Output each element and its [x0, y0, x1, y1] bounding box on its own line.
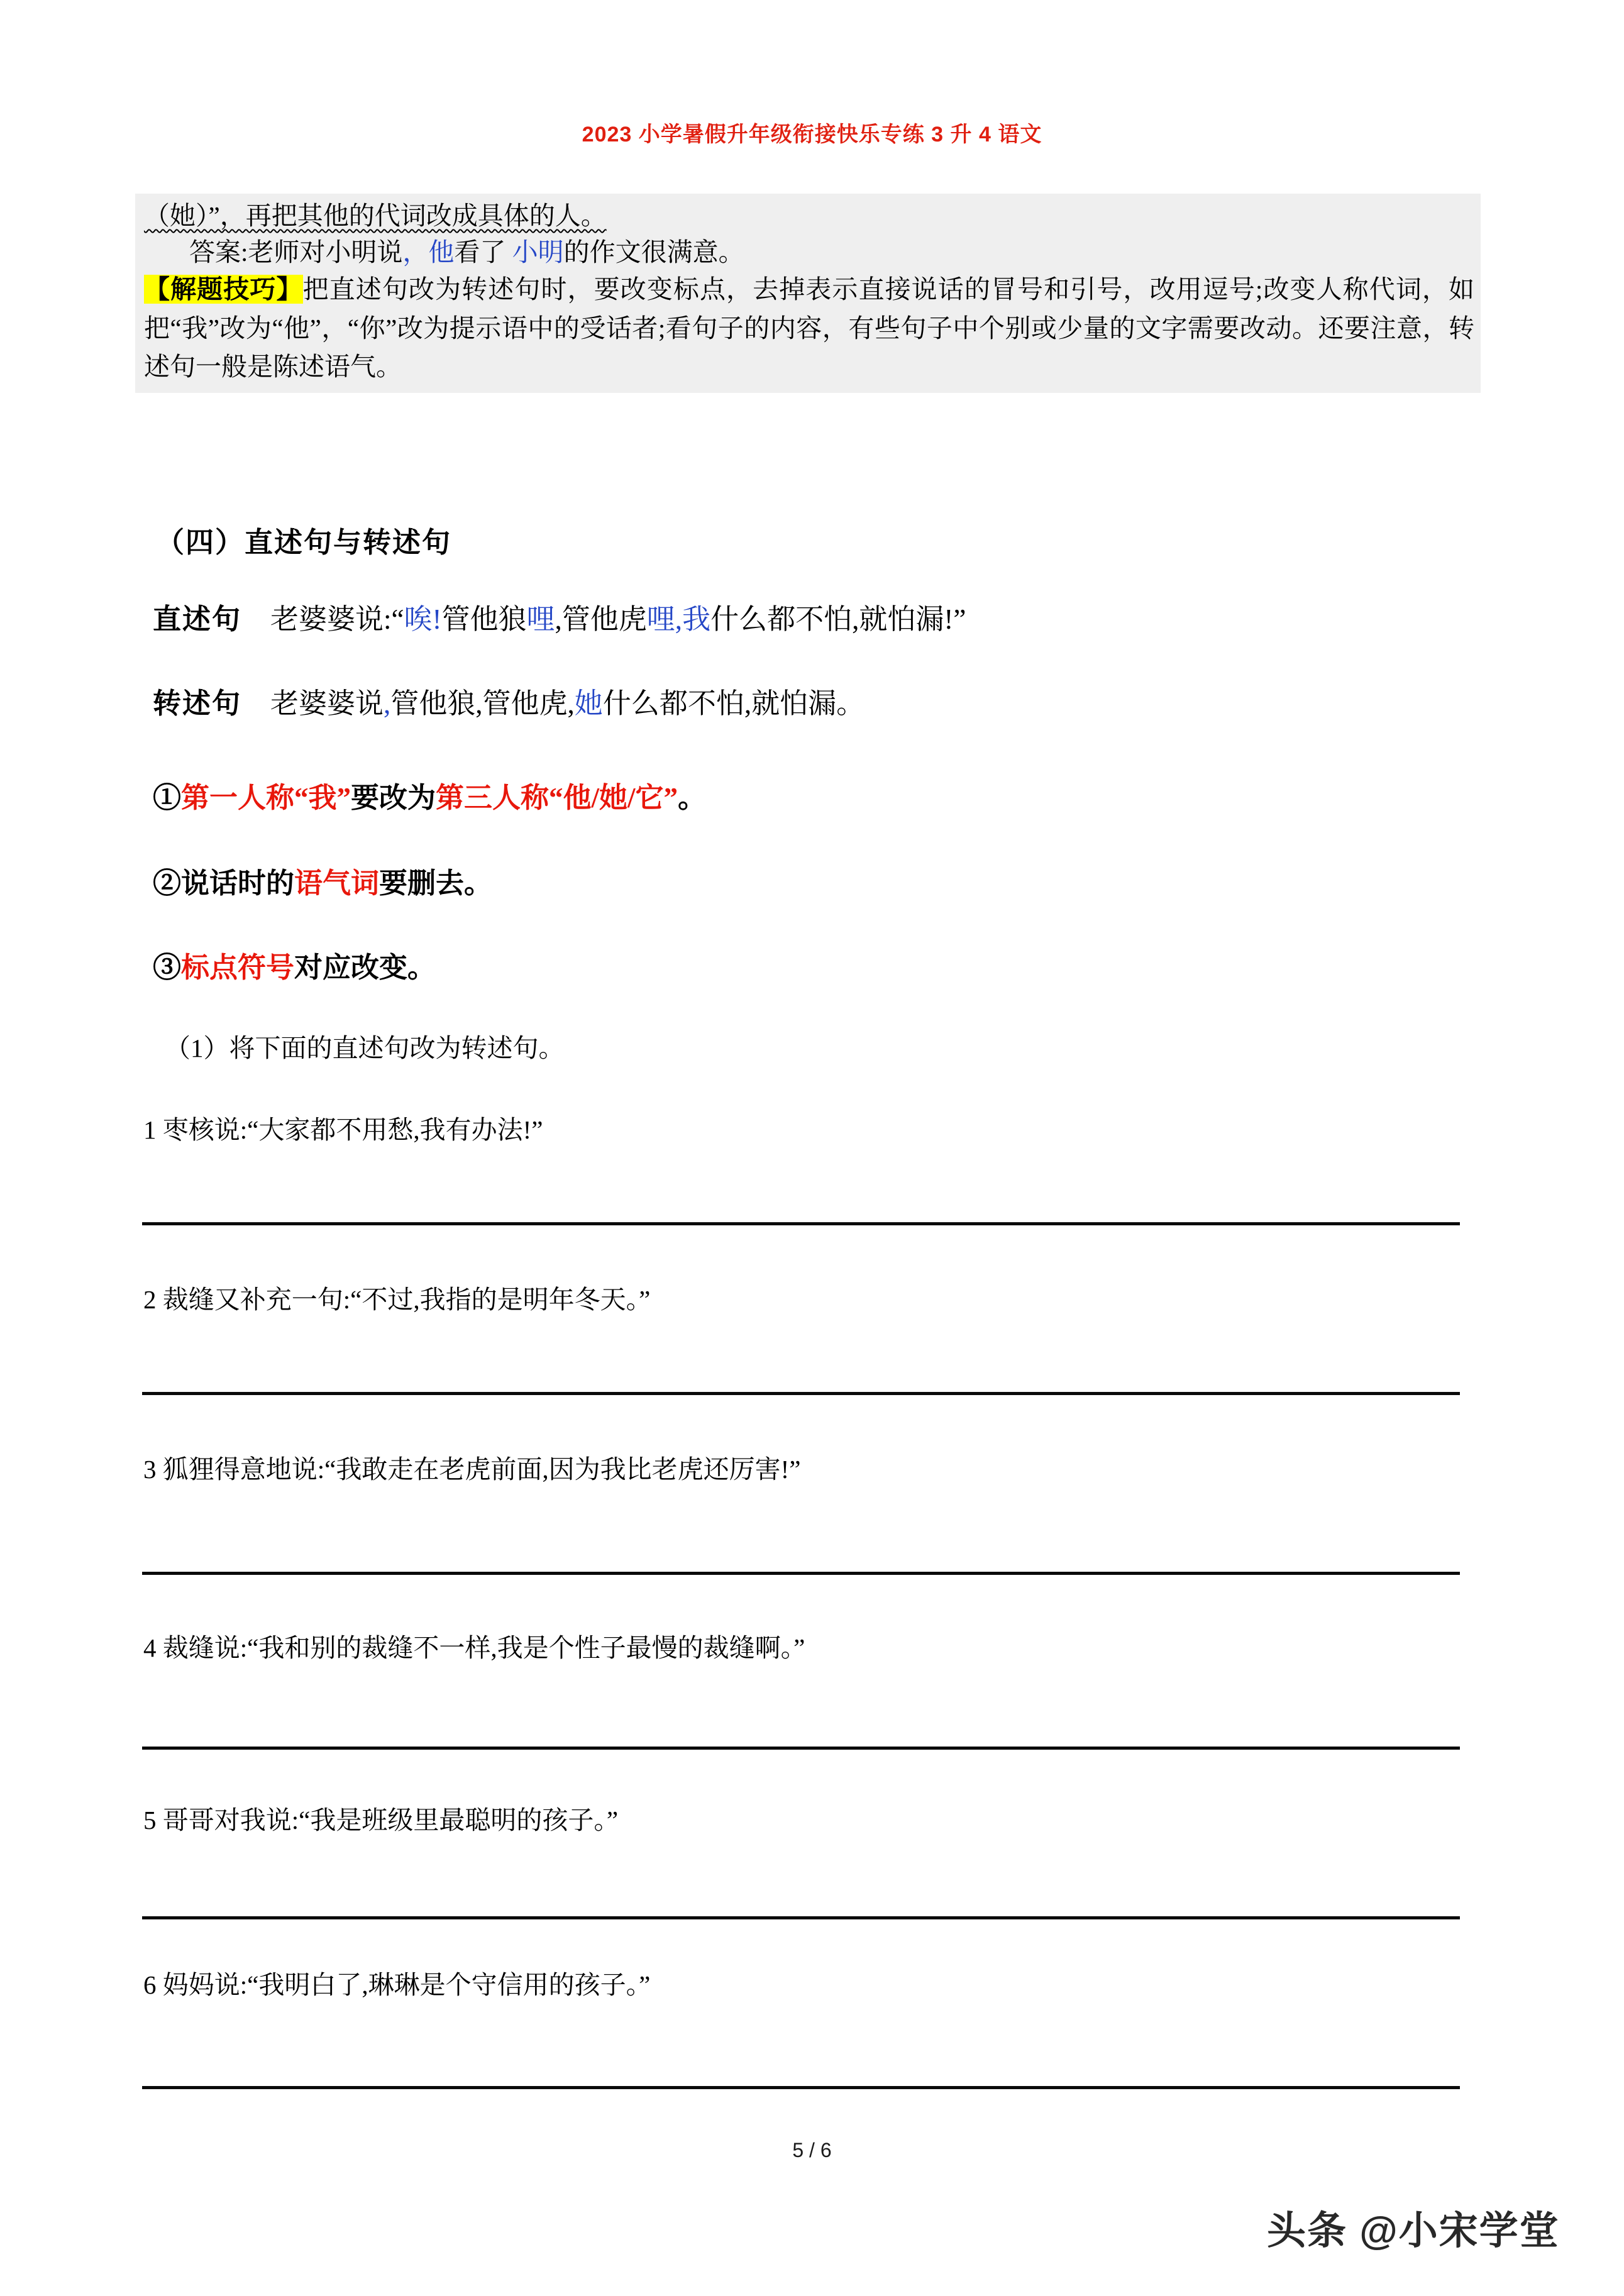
- rule-2-seg-2: 要删去。: [379, 868, 493, 899]
- answer-suffix: 的作文很满意。: [563, 238, 744, 267]
- example-direct-seg-7: 什么都不怕,就怕漏!”: [710, 604, 966, 635]
- rule-item-2: [153, 860, 492, 901]
- rule-3-seg-1: 对应改变。: [294, 952, 436, 983]
- section-heading: （四）直述句与转述句: [156, 527, 452, 558]
- example-reported-speech: [153, 680, 864, 721]
- rule-2-marker: ②: [153, 868, 182, 899]
- question-item-3: 3 狐狸得意地说:“我敢走在老虎前面,因为我比老虎还厉害!”: [143, 1455, 801, 1484]
- answer-blue-pronoun: 他: [428, 238, 455, 267]
- example-reported-seg-4: 什么都不怕,就怕漏。: [602, 688, 865, 719]
- rule-1-seg-1: 要改为: [351, 782, 436, 814]
- rule-1-seg-3: 。: [678, 782, 707, 814]
- answer-write-line-3[interactable]: [142, 1572, 1460, 1575]
- example-reported-seg-3: 她: [574, 688, 603, 719]
- example-label-reported: 转述句: [153, 688, 242, 719]
- technique-label-highlight: 【解题技巧】: [144, 275, 303, 304]
- answer-write-line-6[interactable]: [142, 2086, 1460, 2089]
- answer-mid: 看了: [454, 238, 512, 267]
- rule-1-marker: ①: [153, 782, 182, 814]
- rule-3-marker: ③: [153, 952, 182, 983]
- example-direct-seg-2: 管他狼: [441, 604, 527, 635]
- technique-tip-block: [135, 194, 1481, 393]
- continued-sentence: （她）”，再把其他的代词改成具体的人。: [144, 201, 607, 230]
- example-reported-seg-2: 管他狼,管他虎,: [390, 688, 575, 719]
- example-direct-seg-0: 老婆婆说:“: [270, 604, 404, 635]
- technique-paragraph: [135, 270, 1481, 387]
- example-direct-speech: [153, 596, 966, 637]
- example-direct-seg-4: ,管他虎: [555, 604, 647, 635]
- rule-1-seg-2: 第三人称“他/她/它”: [436, 782, 678, 814]
- question-item-5: 5 哥哥对我说:“我是班级里最聪明的孩子。”: [143, 1806, 619, 1835]
- example-label-direct: 直述句: [153, 604, 242, 635]
- question-item-1: 1 枣核说:“大家都不用愁,我有办法!”: [143, 1115, 543, 1144]
- rule-3-seg-0: 标点符号: [181, 952, 295, 983]
- watermark-brand: 头条 @小宋学堂: [1267, 2209, 1560, 2253]
- rule-item-3: [153, 944, 436, 985]
- rule-item-1: [153, 775, 706, 815]
- answer-line: [135, 234, 1481, 270]
- document-header-title: 2023 小学暑假升年级衔接快乐专练 3 升 4 语文: [582, 123, 1042, 146]
- example-reported-seg-0: 老婆婆说: [270, 688, 384, 719]
- example-reported-seg-1: ,: [384, 688, 391, 719]
- rule-1-seg-0: 第一人称“我”: [181, 782, 351, 814]
- question-item-6: 6 妈妈说:“我明白了,琳琳是个守信用的孩子。”: [143, 1970, 651, 1999]
- answer-write-line-2[interactable]: [142, 1392, 1460, 1395]
- example-direct-seg-3: 哩: [526, 604, 555, 635]
- technique-body-text: 把直述句改为转述句时，要改变标点，去掉表示直接说话的冒号和引号，改用逗号;改变人称代词，如把“我”改为“他”，“你”改为提示语中的受话者;看句子的内容，有些句子中个别或少量的文字需要改动。还要注意，转述句一般是陈述语气。: [144, 275, 1475, 382]
- answer-prefix: 答案:老师对小明说: [189, 238, 403, 267]
- answer-write-line-1[interactable]: [142, 1222, 1460, 1225]
- example-direct-seg-1: 唉!: [404, 604, 442, 635]
- question-item-4: 4 裁缝说:“我和别的裁缝不一样,我是个性子最慢的裁缝啊。”: [143, 1633, 805, 1662]
- page-number: 5 / 6: [792, 2139, 832, 2161]
- exercise-instruction: （1）将下面的直述句改为转述句。: [165, 1034, 565, 1062]
- example-direct-seg-5: 哩,: [646, 604, 683, 635]
- answer-blue-name: 小明: [512, 238, 564, 267]
- question-item-2: 2 裁缝又补充一句:“不过,我指的是明年冬天。”: [143, 1285, 651, 1314]
- answer-write-line-4[interactable]: [142, 1747, 1460, 1750]
- example-direct-seg-6: 我: [682, 604, 711, 635]
- rule-2-seg-1: 语气词: [294, 868, 380, 899]
- rule-2-seg-0: 说话时的: [181, 868, 295, 899]
- answer-blue-comma: ，: [402, 238, 429, 267]
- answer-write-line-5[interactable]: [142, 1916, 1460, 1919]
